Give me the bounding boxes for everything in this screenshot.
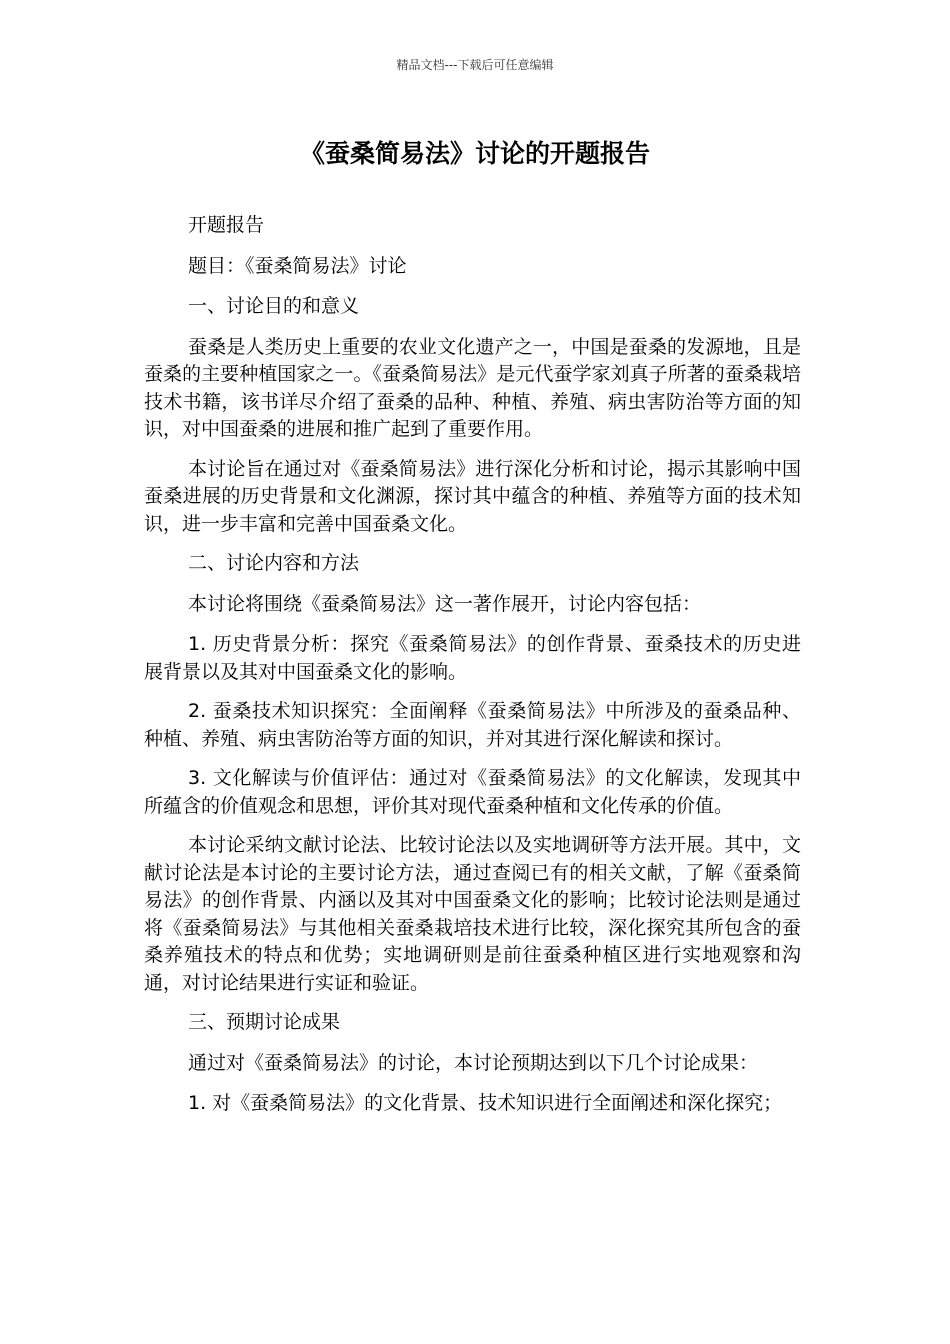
list-item-technique: 2. 蚕桑技术知识探究：全面阐释《蚕桑简易法》中所涉及的蚕桑品种、种植、养殖、病虫害防治等方面的知识，并对其进行深化解读和探讨。 xyxy=(144,700,801,750)
list-item-history: 1. 历史背景分析：探究《蚕桑简易法》的创作背景、蚕桑技术的历史进展背景以及其对中国蚕桑文化的影响。 xyxy=(144,633,801,683)
paragraph-report-label: 开题报告 xyxy=(188,214,265,236)
paragraph-results-intro: 通过对《蚕桑简易法》的讨论，本讨论预期达到以下几个讨论成果： xyxy=(188,1051,759,1074)
paragraph-topic: 题目：《蚕桑简易法》讨论 xyxy=(188,254,407,277)
list-item-culture: 3. 文化解读与价值评估：通过对《蚕桑简易法》的文化解读，发现其中所蕴含的价值观念和思想，评价其对现代蚕桑种植和文化传承的价值。 xyxy=(144,767,801,817)
paragraph-objective: 本讨论旨在通过对《蚕桑简易法》进行深化分析和讨论，揭示其影响中国蚕桑进展的历史背景和文化渊源，探讨其中蕴含的种植、养殖等方面的技术知识，进一步丰富和完善中国蚕桑文化。 xyxy=(144,457,801,535)
section-heading-purpose: 一、讨论目的和意义 xyxy=(188,295,360,317)
page-header-watermark: 精品文档---下载后可任意编辑 xyxy=(396,58,554,72)
list-item-result-1: 1. 对《蚕桑简易法》的文化背景、技术知识进行全面阐述和深化探究； xyxy=(188,1092,783,1114)
section-heading-content-method: 二、讨论内容和方法 xyxy=(188,552,360,574)
paragraph-background: 蚕桑是人类历史上重要的农业文化遗产之一，中国是蚕桑的发源地，且是蚕桑的主要种植国家之一。《蚕桑简易法》是元代蚕学家刘真子所著的蚕桑栽培技术书籍，该书详尽介绍了蚕桑的品种、种植、养殖、病虫害防治等方面的知识，对中国蚕桑的进展和推广起到了重要作用。 xyxy=(144,335,801,440)
paragraph-content-intro: 本讨论将围绕《蚕桑简易法》这一著作展开，讨论内容包括： xyxy=(188,592,702,615)
document-body xyxy=(144,212,801,1130)
section-heading-expected-results: 三、预期讨论成果 xyxy=(188,1011,341,1033)
document-title: 《蚕桑简易法》讨论的开题报告 xyxy=(299,139,650,168)
paragraph-methods: 本讨论采纳文献讨论法、比较讨论法以及实地调研等方法开展。其中，文献讨论法是本讨论的主要讨论方法，通过查阅已有的相关文献，了解《蚕桑简易法》的创作背景、内涵以及其对中国蚕桑文化的影响；比较讨论法则是通过将《蚕桑简易法》与其他相关蚕桑栽培技术进行比较，深化探究其所包含的蚕桑养殖技术的特点和优势；实地调研则是前往蚕桑种植区进行实地观察和沟通，对讨论结果进行实证和验证。 xyxy=(144,834,801,994)
